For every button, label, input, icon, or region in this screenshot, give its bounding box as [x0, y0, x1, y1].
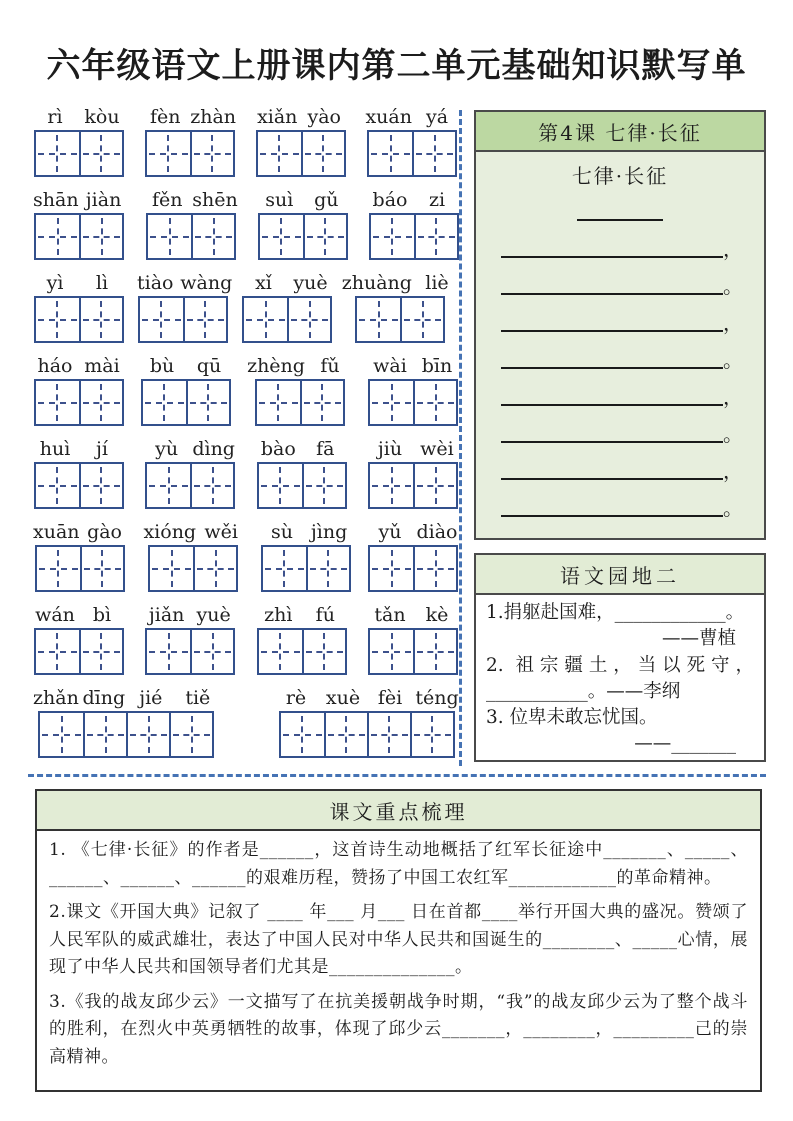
writing-grid-cell: [79, 464, 122, 507]
pinyin-syllable: fǔ: [320, 355, 340, 377]
pinyin-word: [33, 106, 124, 177]
writing-grid-cell: [150, 547, 193, 590]
poem-blank-line: [476, 311, 764, 335]
lesson4-header: 第4课 七律·长征: [476, 112, 764, 152]
pinyin-syllable: fā: [316, 438, 335, 460]
pinyin-syllable: jiàn: [85, 189, 122, 211]
pinyin-syllable: gào: [87, 521, 122, 543]
pinyin-syllable: yuè: [293, 272, 328, 294]
pinyin-label: [133, 272, 232, 294]
writing-grid: [34, 213, 124, 260]
writing-grid-cell: [244, 298, 287, 341]
writing-grid: [138, 296, 228, 343]
writing-grid-cell: [36, 298, 79, 341]
pinyin-syllable: shān: [33, 189, 79, 211]
pinyin-label: [256, 604, 347, 626]
pinyin-word: [368, 604, 459, 675]
pinyin-syllable: fěn: [151, 189, 183, 211]
writing-grid: [255, 379, 345, 426]
pinyin-word: [143, 521, 243, 592]
poem-punctuation: 。: [723, 422, 743, 446]
pinyin-row: [33, 272, 459, 343]
pinyin-word: [33, 604, 124, 675]
writing-grid-cell: [258, 132, 301, 175]
pinyin-syllable: yá: [425, 106, 449, 128]
poem-punctuation: ，: [723, 385, 743, 409]
pinyin-syllable: dìng: [192, 438, 235, 460]
writing-grid-cell: [191, 215, 234, 258]
writing-grid-cell: [400, 298, 443, 341]
pinyin-syllable: zhǎn: [33, 687, 79, 709]
summary-paragraph: 3.《我的战友邱少云》一文描写了在抗美援朝战争时期，“我”的战友邱少云为了整个战斗的胜利，在烈火中英勇牺牲的故事，体现了邱少云_______，________，_________己的崇高精神。: [49, 991, 748, 1067]
writing-grid-cell: [302, 464, 345, 507]
writing-grid-cell: [79, 630, 122, 673]
garden-item-text: 3. 位卑未敢忘忧国。: [486, 707, 658, 729]
pinyin-syllable: tiào: [137, 272, 174, 294]
pinyin-word: [145, 438, 236, 509]
page-title: 六年级语文上册课内第二单元基础知识默写单: [46, 46, 747, 86]
summary-paragraph: 2.课文《开国大典》记叙了 ____ 年___ 月___ 日在首都____举行开国大典的盛况。赞颂了人民军队的威武雄壮，表达了中国人民对中华人民共和国诞生的________、_____心情，展现了中华人民共和国领导者们尤其是______________。: [49, 902, 748, 978]
writing-grid-cell: [371, 215, 414, 258]
pinyin-label: [140, 355, 231, 377]
pinyin-word: [33, 272, 124, 343]
pinyin-syllable: zi: [428, 189, 446, 211]
pinyin-syllable: jiǎn: [148, 604, 185, 626]
pinyin-word: [133, 272, 232, 343]
writing-grid: [38, 711, 214, 758]
blank-underline: [501, 356, 723, 369]
writing-grid: [145, 628, 235, 675]
pinyin-syllable: sù: [271, 521, 294, 543]
poem-punctuation: ，: [723, 311, 743, 335]
writing-grid-cell: [190, 464, 233, 507]
pinyin-label: [257, 189, 348, 211]
writing-grid: [256, 130, 346, 177]
pinyin-syllable: yào: [307, 106, 341, 128]
garden-item-attribution: ——_______: [634, 733, 736, 755]
writing-grid-cell: [126, 713, 169, 756]
writing-grid-cell: [37, 547, 80, 590]
garden-item: [486, 705, 754, 758]
pinyin-syllable: dīng: [82, 687, 126, 709]
poem-blank-line: [476, 348, 764, 372]
writing-grid: [148, 545, 238, 592]
blank-underline: [501, 430, 723, 443]
poem-punctuation: 。: [723, 274, 743, 298]
blank-underline: [501, 504, 723, 517]
writing-grid-cell: [36, 132, 79, 175]
pinyin-syllable: mài: [84, 355, 120, 377]
writing-grid: [145, 462, 235, 509]
pinyin-syllable: xuān: [33, 521, 80, 543]
writing-grid: [261, 545, 351, 592]
garden-item-attribution: ——曹植: [661, 628, 736, 650]
pinyin-label: [368, 189, 459, 211]
writing-grid-cell: [413, 547, 456, 590]
writing-grid-cell: [79, 132, 122, 175]
writing-grid-cell: [147, 464, 190, 507]
writing-grid-cell: [367, 713, 410, 756]
pinyin-syllable: wàng: [180, 272, 233, 294]
poem-blank-line: [476, 422, 764, 446]
pinyin-row: [33, 189, 459, 260]
pinyin-syllable: zhèng: [247, 355, 305, 377]
writing-grid-cell: [147, 630, 190, 673]
summary-paragraph: 1. 《七律·长征》的作者是______，这首诗生动地概括了红军长征途中_______、_____、______、______、______的艰难历程，赞扬了中国工农红军____________的革命精神。: [49, 840, 748, 888]
garden-item: [486, 600, 754, 653]
writing-grid-cell: [287, 298, 330, 341]
garden-item-text: 1.捐躯赴国难，____________。: [486, 602, 745, 623]
blank-underline: [501, 282, 723, 295]
writing-grid: [34, 130, 124, 177]
pinyin-syllable: liè: [425, 272, 449, 294]
pinyin-word: [140, 355, 231, 426]
writing-grid: [146, 213, 236, 260]
pinyin-syllable: zhuàng: [341, 272, 412, 294]
text-key-points-box: [35, 789, 762, 1092]
writing-grid-cell: [190, 132, 233, 175]
pinyin-word: [33, 521, 127, 592]
pinyin-syllable: huì: [39, 438, 71, 460]
pinyin-syllable: wèi: [420, 438, 454, 460]
text-key-points-header: 课文重点梳理: [37, 791, 760, 831]
pinyin-syllable: bù: [149, 355, 175, 377]
writing-grid-cell: [140, 298, 183, 341]
poem-punctuation: 。: [723, 348, 743, 372]
pinyin-syllable: gǔ: [314, 189, 339, 211]
pinyin-syllable: téng: [415, 687, 459, 709]
pinyin-syllable: xióng: [143, 521, 197, 543]
pinyin-syllable: xǐ: [255, 272, 272, 294]
pinyin-syllable: yǔ: [378, 521, 402, 543]
pinyin-syllable: tiě: [185, 687, 211, 709]
writing-grid-cell: [79, 298, 122, 341]
pinyin-label: [33, 687, 220, 709]
pinyin-word: [342, 272, 459, 343]
writing-grid-cell: [257, 381, 300, 424]
pinyin-syllable: jiù: [377, 438, 403, 460]
pinyin-section: [33, 106, 459, 770]
pinyin-word: [368, 521, 459, 592]
pinyin-syllable: xuè: [325, 687, 361, 709]
pinyin-syllable: bào: [260, 438, 296, 460]
pinyin-word: [143, 106, 236, 177]
writing-grid-cell: [370, 630, 413, 673]
pinyin-syllable: bì: [92, 604, 112, 626]
pinyin-word: [260, 521, 351, 592]
pinyin-label: [260, 521, 351, 543]
writing-grid-cell: [36, 630, 79, 673]
writing-grid: [35, 545, 125, 592]
vertical-dashed-divider: [459, 110, 462, 766]
writing-grid-cell: [263, 547, 306, 590]
poem-blank-line: [476, 385, 764, 409]
pinyin-label: [33, 272, 124, 294]
writing-grid: [368, 628, 458, 675]
poem-author-blank-line: [577, 219, 663, 221]
pinyin-word: [274, 687, 459, 758]
language-garden-box: [474, 553, 766, 762]
pinyin-word: [33, 355, 124, 426]
pinyin-label: [247, 355, 352, 377]
pinyin-word: [242, 272, 333, 343]
pinyin-label: [255, 106, 346, 128]
pinyin-syllable: kòu: [84, 106, 120, 128]
pinyin-label: [242, 272, 333, 294]
pinyin-label: [274, 687, 459, 709]
pinyin-word: [33, 189, 126, 260]
pinyin-syllable: yù: [155, 438, 179, 460]
pinyin-syllable: diào: [416, 521, 458, 543]
pinyin-syllable: wán: [35, 604, 75, 626]
pinyin-syllable: fèn: [149, 106, 181, 128]
writing-grid-cell: [410, 713, 453, 756]
writing-grid: [141, 379, 231, 426]
writing-grid-cell: [369, 132, 412, 175]
pinyin-label: [368, 355, 459, 377]
poem-blank-line: [476, 237, 764, 261]
pinyin-word: [368, 355, 459, 426]
writing-grid: [34, 462, 124, 509]
writing-grid-cell: [147, 132, 190, 175]
blank-underline: [501, 245, 723, 258]
pinyin-label: [145, 438, 236, 460]
pinyin-syllable: rì: [47, 106, 63, 128]
pinyin-syllable: háo: [37, 355, 73, 377]
language-garden-header: 语文园地二: [476, 555, 764, 595]
poem-punctuation: ，: [723, 459, 743, 483]
pinyin-syllable: kè: [425, 604, 449, 626]
pinyin-syllable: shēn: [192, 189, 238, 211]
writing-grid: [34, 296, 124, 343]
writing-grid: [369, 213, 459, 260]
writing-grid: [34, 628, 124, 675]
pinyin-syllable: jí: [96, 438, 108, 460]
pinyin-syllable: yì: [46, 272, 64, 294]
pinyin-syllable: qū: [196, 355, 222, 377]
writing-grid-cell: [412, 132, 455, 175]
poem-blank-line: [476, 496, 764, 520]
poem-lines: [476, 237, 764, 520]
writing-grid: [368, 462, 458, 509]
writing-grid: [258, 213, 348, 260]
pinyin-syllable: bīn: [421, 355, 453, 377]
pinyin-syllable: lì: [95, 272, 109, 294]
garden-item: [486, 653, 754, 706]
summary-paragraphs: [37, 831, 760, 1082]
garden-item-text: 2. 祖宗疆土，当以死守，___________。——李纲: [486, 654, 754, 702]
writing-grid-cell: [36, 215, 79, 258]
pinyin-label: [365, 106, 459, 128]
pinyin-word: [256, 438, 347, 509]
writing-grid: [34, 379, 124, 426]
writing-grid-cell: [143, 381, 186, 424]
blank-underline: [501, 467, 723, 480]
pinyin-syllable: rè: [285, 687, 307, 709]
pinyin-syllable: zhàn: [190, 106, 237, 128]
writing-grid-cell: [79, 215, 122, 258]
poem-punctuation: ，: [723, 237, 743, 261]
writing-grid-cell: [80, 547, 123, 590]
pinyin-syllable: xuán: [365, 106, 412, 128]
writing-grid-cell: [259, 464, 302, 507]
writing-grid-cell: [370, 547, 413, 590]
pinyin-label: [145, 604, 236, 626]
pinyin-syllable: jìng: [310, 521, 348, 543]
poem-punctuation: 。: [723, 496, 743, 520]
pinyin-label: [143, 106, 236, 128]
pinyin-row: [33, 521, 459, 592]
pinyin-syllable: suì: [265, 189, 294, 211]
pinyin-label: [33, 604, 124, 626]
writing-grid-cell: [303, 215, 346, 258]
pinyin-word: [145, 189, 237, 260]
writing-grid-cell: [83, 713, 126, 756]
writing-grid-cell: [190, 630, 233, 673]
writing-grid-cell: [79, 381, 122, 424]
writing-grid-cell: [148, 215, 191, 258]
pinyin-syllable: jié: [139, 687, 163, 709]
writing-grid: [145, 130, 235, 177]
blank-underline: [501, 319, 723, 332]
blank-underline: [501, 393, 723, 406]
writing-grid-cell: [301, 132, 344, 175]
writing-grid-cell: [169, 713, 212, 756]
writing-grid: [368, 379, 458, 426]
poem-blank-line: [476, 459, 764, 483]
pinyin-word: [368, 189, 459, 260]
pinyin-syllable: báo: [372, 189, 408, 211]
writing-grid-cell: [414, 215, 457, 258]
garden-items: [476, 595, 764, 762]
pinyin-label: [342, 272, 459, 294]
writing-grid-cell: [40, 713, 83, 756]
pinyin-syllable: wài: [373, 355, 407, 377]
writing-grid: [257, 628, 347, 675]
poem-blank-line: [476, 274, 764, 298]
writing-grid-cell: [413, 464, 456, 507]
writing-grid-cell: [183, 298, 226, 341]
pinyin-syllable: yuè: [196, 604, 231, 626]
writing-grid-cell: [357, 298, 400, 341]
writing-grid: [368, 545, 458, 592]
writing-grid-cell: [186, 381, 229, 424]
pinyin-label: [33, 106, 124, 128]
pinyin-word: [257, 189, 348, 260]
writing-grid-cell: [324, 713, 367, 756]
pinyin-label: [368, 521, 459, 543]
pinyin-syllable: fú: [315, 604, 335, 626]
pinyin-row: [33, 106, 459, 177]
pinyin-syllable: fèi: [377, 687, 403, 709]
writing-grid-cell: [281, 713, 324, 756]
pinyin-word: [368, 438, 459, 509]
pinyin-word: [247, 355, 352, 426]
pinyin-label: [368, 438, 459, 460]
lesson4-poem-box: [474, 110, 766, 540]
pinyin-label: [143, 521, 243, 543]
writing-grid-cell: [36, 464, 79, 507]
pinyin-word: [145, 604, 236, 675]
writing-grid: [367, 130, 457, 177]
pinyin-label: [256, 438, 347, 460]
pinyin-syllable: xiǎn: [257, 106, 298, 128]
pinyin-row: [33, 687, 459, 758]
writing-grid: [355, 296, 445, 343]
writing-grid-cell: [370, 381, 413, 424]
pinyin-syllable: wěi: [204, 521, 238, 543]
writing-grid-cell: [36, 381, 79, 424]
writing-grid-cell: [413, 630, 456, 673]
pinyin-word: [255, 106, 346, 177]
writing-grid-cell: [302, 630, 345, 673]
writing-grid-cell: [413, 381, 456, 424]
pinyin-word: [33, 687, 220, 758]
writing-grid-cell: [193, 547, 236, 590]
pinyin-word: [365, 106, 459, 177]
writing-grid-cell: [300, 381, 343, 424]
poem-title: 七律·长征: [571, 164, 669, 188]
pinyin-label: [33, 189, 126, 211]
pinyin-row: [33, 438, 459, 509]
writing-grid: [257, 462, 347, 509]
pinyin-row: [33, 355, 459, 426]
pinyin-row: [33, 604, 459, 675]
writing-grid: [279, 711, 455, 758]
writing-grid-cell: [260, 215, 303, 258]
pinyin-word: [256, 604, 347, 675]
horizontal-dashed-divider: [28, 774, 766, 777]
writing-grid-cell: [259, 630, 302, 673]
pinyin-label: [33, 521, 127, 543]
pinyin-label: [368, 604, 459, 626]
pinyin-label: [33, 355, 124, 377]
writing-grid-cell: [370, 464, 413, 507]
writing-grid: [242, 296, 332, 343]
pinyin-syllable: zhì: [264, 604, 293, 626]
pinyin-syllable: tǎn: [374, 604, 406, 626]
writing-grid-cell: [306, 547, 349, 590]
pinyin-label: [145, 189, 237, 211]
pinyin-label: [33, 438, 124, 460]
pinyin-word: [33, 438, 124, 509]
